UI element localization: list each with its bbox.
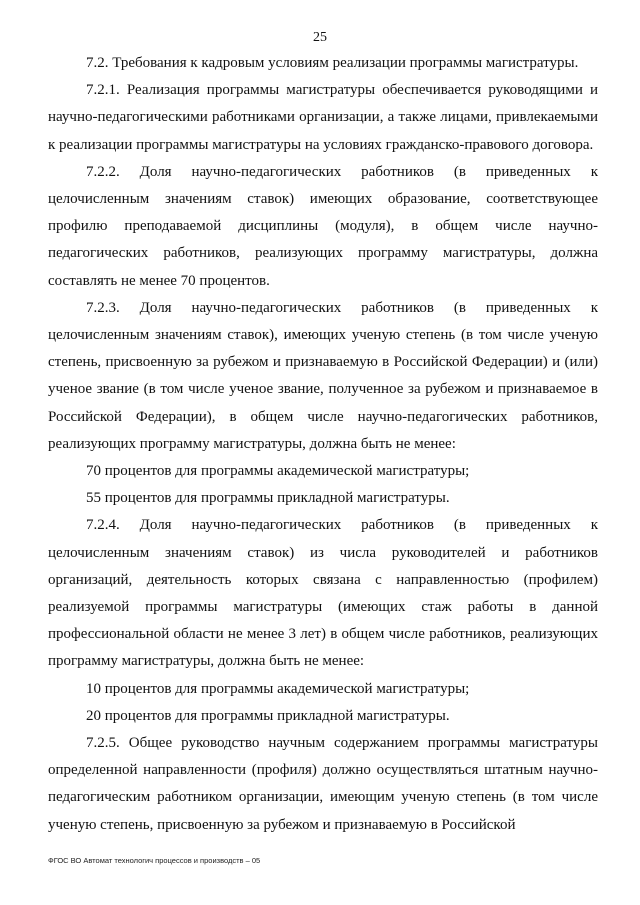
list-item-applied-55: 55 процентов для программы прикладной магистратуры. [86,490,450,507]
document-body [48,50,598,839]
section-heading: 7.2. Требования к кадровым условиям реализации программы магистратуры. [86,55,579,71]
paragraph-7-2-2: 7.2.2. Доля научно-педагогических работников (в приведенных к целочисленным значениям ставок) имеющих образование, соответствующее профилю преподаваемой дисциплины (модуля), в общем числе научно-педагогических работников, реализующих программу магистратуры, должна составлять не менее 70 процентов. [48,163,598,289]
document-footer: ФГОС ВО Автомат технологич процессов и производств – 05 [48,856,261,865]
page-number: 25 [313,30,327,45]
list-item-applied-20: 20 процентов для программы прикладной магистратуры. [86,707,450,724]
paragraph-7-2-3: 7.2.3. Доля научно-педагогических работников (в приведенных к целочисленным значениям ставок), имеющих ученую степень (в том числе ученую степень, присвоенную за рубежом и признаваемую в Российской Федерации) и (или) ученое звание (в том числе ученое звание, полученное за рубежом и признаваемое в Российской Федерации), в общем числе научно-педагогических работников, реализующих программу магистратуры, должна быть не менее: [48,299,598,452]
paragraph-7-2-4: 7.2.4. Доля научно-педагогических работников (в приведенных к целочисленным значениям ставок) из числа руководителей и работников организаций, деятельность которых связана с направленностью (профилем) реализуемой программы магистратуры (имеющих стаж работы в данной профессиональной области не менее 3 лет) в общем числе работников, реализующих программу магистратуры, должна быть не менее: [48,517,598,670]
list-item-academic-70: 70 процентов для программы академической магистратуры; [86,463,470,480]
paragraph-7-2-1: 7.2.1. Реализация программы магистратуры обеспечивается руководящими и научно-педагогическими работниками организации, а также лицами, привлекаемыми к реализации программы магистратуры на условиях гражданско-правового договора. [48,82,598,153]
paragraph-7-2-5: 7.2.5. Общее руководство научным содержанием программы магистратуры определенной направленности (профиля) должно осуществляться штатным научно-педагогическим работником организации, имеющим ученую степень (в том числе ученую степень, присвоенную за рубежом и признаваемую в Российской [48,735,598,833]
list-item-academic-10: 10 процентов для программы академической магистратуры; [86,680,470,697]
